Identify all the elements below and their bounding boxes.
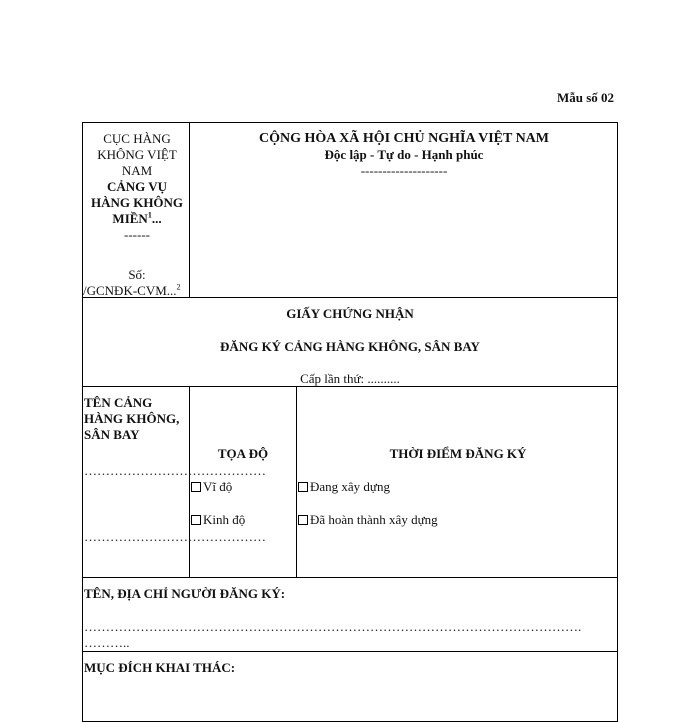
under-construction-option[interactable]: Đang xây dựng bbox=[298, 479, 390, 495]
motto: Độc lập - Tự do - Hạnh phúc bbox=[324, 147, 484, 162]
country-name: CỘNG HÒA XÃ HỘI CHỦ NGHĨA VIỆT NAM bbox=[258, 131, 549, 146]
footnote-marker: 1 bbox=[147, 210, 152, 220]
certificate-title: GIẤY CHỨNG NHẬN bbox=[286, 306, 414, 321]
certificate-form bbox=[82, 122, 618, 722]
registration-time-label: THỜI ĐIỂM ĐĂNG KÝ bbox=[389, 446, 527, 461]
coordinates-label: TỌA ĐỘ bbox=[217, 446, 269, 461]
airport-name-label: TÊN CẢNG HÀNG KHÔNG, SÂN BAY bbox=[84, 395, 180, 442]
airport-name-dots: …………………………………… bbox=[84, 463, 266, 478]
checkbox[interactable] bbox=[298, 515, 308, 525]
agency-name: CẢNG VỤ HÀNG KHÔNG MIỀN$^1$... bbox=[90, 179, 184, 226]
agency-divider: ------ bbox=[124, 227, 150, 242]
longitude-option[interactable]: Kinh độ bbox=[191, 512, 245, 528]
document-number: /GCNĐK-CVM...$^2$ bbox=[83, 282, 181, 298]
registrant-dots: ……………………………………………………………………………………………………. bbox=[84, 619, 582, 634]
footnote-marker: 2 bbox=[176, 282, 181, 292]
divider bbox=[83, 577, 617, 578]
divider bbox=[83, 651, 617, 652]
divider bbox=[189, 386, 190, 577]
completed-option[interactable]: Đã hoàn thành xây dựng bbox=[298, 512, 438, 528]
certificate-subtitle: ĐĂNG KÝ CẢNG HÀNG KHÔNG, SÂN BAY bbox=[220, 339, 480, 354]
issue-count: Cấp lần thứ: .......... bbox=[300, 371, 400, 386]
form-code: Mẫu số 02 bbox=[556, 90, 614, 105]
checkbox[interactable] bbox=[191, 515, 201, 525]
divider bbox=[296, 386, 297, 577]
agency-parent: CỤC HÀNG KHÔNG VIỆT NAM bbox=[97, 131, 177, 178]
latitude-option[interactable]: Vĩ độ bbox=[191, 479, 232, 495]
checkbox[interactable] bbox=[191, 482, 201, 492]
purpose-label: MỤC ĐÍCH KHAI THÁC: bbox=[84, 660, 236, 675]
number-label: Số: bbox=[128, 267, 146, 282]
national-header bbox=[191, 131, 617, 179]
checkbox[interactable] bbox=[298, 482, 308, 492]
registrant-label: TÊN, ĐỊA CHỈ NGƯỜI ĐĂNG KÝ: bbox=[84, 586, 286, 601]
motto-divider: -------------------- bbox=[360, 163, 448, 178]
airport-name-dots: …………………………………… bbox=[84, 529, 266, 544]
divider bbox=[189, 123, 190, 297]
agency-block bbox=[83, 131, 187, 299]
registrant-dots: ……….. bbox=[84, 635, 130, 650]
